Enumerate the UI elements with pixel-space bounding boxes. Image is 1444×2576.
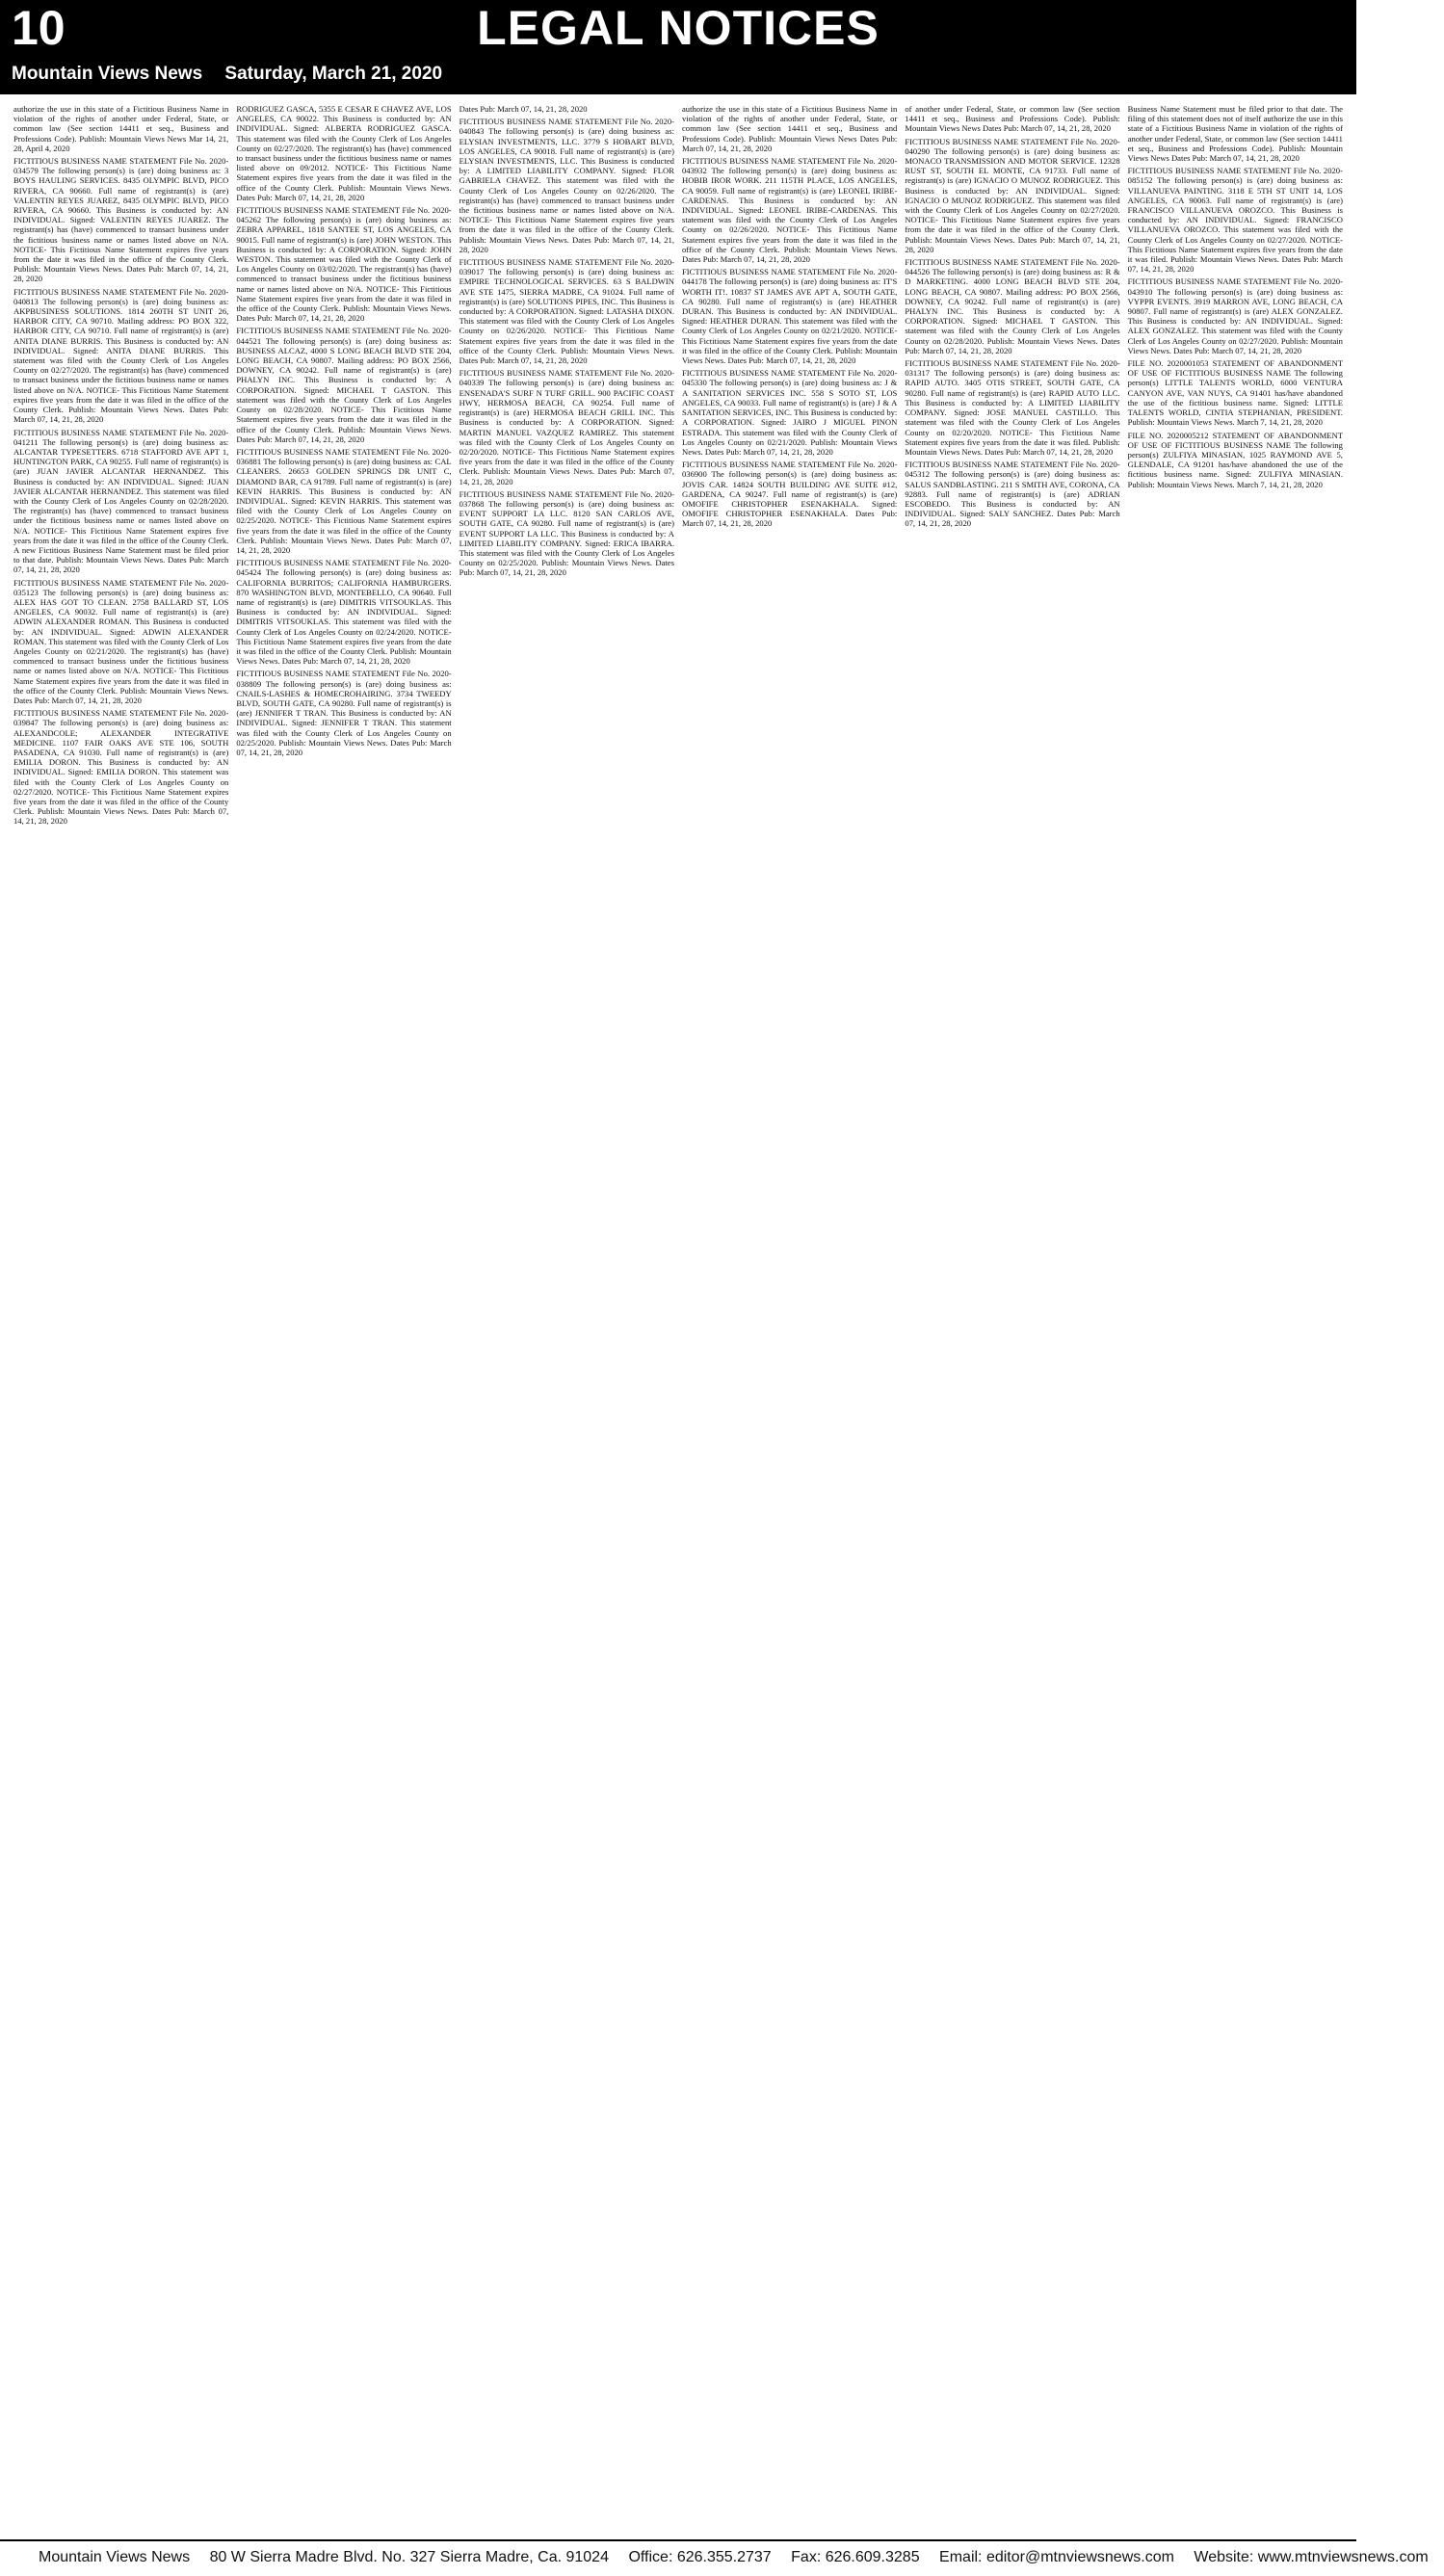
publication-name: Mountain Views News [12, 64, 203, 84]
notice-paragraph: FICTITIOUS BUSINESS NAME STATEMENT File No. 2020-036881 The following person(s) is (are) doing business as: CAL CLEANERS. 26653 GOLDEN SPRINGS DR UNIT C, DIAMOND BAR, CA 91789. Full name of registrant(s) is (are) KEVIN HARRIS. This Business is conducted by: AN INDIVIDUAL. Signed: KEVIN HARRIS. This statement was filed with the County Clerk of Los Angeles County on 02/25/2020. NOTICE- This Fictitious Name Statement expires five years from the date it was filed in the office of the County Clerk. Publish: Mountain Views News. Dates Pub: March 07, 14, 21, 28, 2020 [236, 446, 452, 555]
notice-columns [13, 104, 1343, 2530]
notice-paragraph: FICTITIOUS BUSINESS NAME STATEMENT File No. 2020-045262 The following person(s) is (are) doing business as: ZEBRA APPAREL, 1818 SANTEE ST, LOS ANGELES, CA 90015. Full name of registrant(s) is (are) JOHN WESTON. This Business is conducted by: A CORPORATION. Signed: JOHN WESTON. This statement was filed with the County Clerk of Los Angeles County on 03/02/2020. The registrant(s) has (have) commenced to transact business under the fictitious business name or names listed above on N/A. NOTICE- This Fictitious Name Statement expires five years from the date it was filed in the office of the County Clerk. Publish: Mountain Views News. Dates Pub: March 07, 14, 21, 28, 2020 [236, 205, 452, 324]
notice-paragraph: Business Name Statement must be filed prior to that date. The filing of this statement does not of itself authorize the use in this state of a Fictitious Business Name in violation of the rights of another under Federal, State, or common law (See section 14411 et seq., Business and Professions Code). Publish: Mountain Views News Dates Pub: March 07, 14, 21, 28, 2020 [1127, 104, 1343, 164]
footer-publication: Mountain Views News [39, 2549, 191, 2565]
notice-paragraph: FICTITIOUS BUSINESS NAME STATEMENT File No. 2020-043932 The following person(s) is (are) doing business as: HOBIB IROR WORK. 211 115TH PLACE, LOS ANGELES, CA 90059. Full name of registrant(s) is (are) LEONEL IRIBE-CARDENAS. This Business is conducted by: AN INDIVIDUAL. Signed: LEONEL IRIBE-CARDENAS. This statement was filed with the County Clerk of Los Angeles County on 02/26/2020. NOTICE- This Fictitious Name Statement expires five years from the date it was filed in the office of the County Clerk. Publish: Mountain Views News. Dates Pub: March 07, 14, 21, 28, 2020 [681, 156, 898, 265]
notice-paragraph: of another under Federal, State, or common law (See section 14411 et seq., Business and Professions Code). Publish: Mountain Views News Dates Pub: March 07, 14, 21, 28, 2020 [905, 104, 1120, 134]
section-title: LEGAL NOTICES [477, 1, 880, 55]
publication-date: Saturday, March 21, 2020 [224, 64, 443, 84]
footer-line [39, 2549, 1444, 2566]
notice-paragraph: FICTITIOUS BUSINESS NAME STATEMENT File No. 2020-040813 The following person(s) is (are) doing business as: AKPBUSINESS SOLUTIONS. 1814 260TH ST UNIT 26, HARBOR CITY, CA 90710. Mailing address: PO BOX 322, HARBOR CITY, CA 90710. Full name of registrant(s) is (are) ANITA DIANE BURRIS. This Business is conducted by: AN INDIVIDUAL. Signed: ANITA DIANE BURRIS. This statement was filed with the County Clerk of Los Angeles County on 02/27/2020. The registrant(s) has (have) commenced to transact business under the fictitious business name or names listed above on N/A. NOTICE- This Fictitious Name Statement expires five years from the date it was filed in the office of the County Clerk. Publish: Mountain Views News. Dates Pub: March 07, 14, 21, 28, 2020 [13, 286, 229, 425]
notice-column-4 [682, 104, 897, 2530]
notice-paragraph: FICTITIOUS BUSINESS NAME STATEMENT File No. 2020-044178 The following person(s) is (are) doing business as: IT'S WORTH IT!. 10837 ST JAMES AVE APT A, SOUTH GATE, CA 90280. Full name of registrant(s) is (are) HEATHER DURAN. This Business is conducted by: AN INDIVIDUAL. Signed: HEATHER DURAN. This statement was filed with the County Clerk of Los Angeles County on 02/21/2020. NOTICE- This Fictitious Name Statement expires five years from the date it was filed in the office of the County Clerk. Publish: Mountain Views News. Dates Pub: March 07, 14, 21, 28, 2020 [681, 267, 898, 366]
notice-paragraph: FICTITIOUS BUSINESS NAME STATEMENT File No. 2020-045312 The following person(s) is (are) doing business as: SALUS SANDBLASTING. 211 S SMITH AVE, CORONA, CA 92883. Full name of registrant(s) is (are) ADRIAN ESCOBEDO. This Business is conducted by: AN INDIVIDUAL. Signed: SALY SANCHEZ. Dates Pub: March 07, 14, 21, 28, 2020 [905, 460, 1120, 529]
notice-paragraph: FICTITIOUS BUSINESS NAME STATEMENT File No. 2020-045330 The following person(s) is (are) doing business as: J & A SANITATION SERVICES INC. 558 S SOTO ST, LOS ANGELES, CA 90033. Full name of registrant(s) is (are) J & A SANITATION SERVICES, INC. This Business is conducted by: A CORPORATION. Signed: JAIRO J MIGUEL PINON ESTRADA. This statement was filed with the County Clerk of Los Angeles County on 02/21/2020. Publish: Mountain Views News. Dates Pub: March 07, 14, 21, 28, 2020 [681, 368, 898, 457]
notice-paragraph: FICTITIOUS BUSINESS NAME STATEMENT File No. 2020-037868 The following person(s) is (are) doing business as: EVENT SUPPORT LA LLC. 8120 SAN CARLOS AVE, SOUTH GATE, CA 90280. Full name of registrant(s) is (are) EVENT SUPPORT LA LLC. This Business is conducted by: A LIMITED LIABILITY COMPANY. Signed: ERICA IBARRA. This statement was filed with the County Clerk of Los Angeles County on 02/25/2020. Publish: Mountain Views News. Dates Pub: March 07, 14, 21, 28, 2020 [459, 488, 674, 578]
notice-paragraph: RODRIGUEZ GASCA, 5355 E CESAR E CHAVEZ AVE, LOS ANGELES, CA 90022. This Business is conducted by: AN INDIVIDUAL. Signed: ALBERTA RODRIGUEZ GASCA. This statement was filed with the County Clerk of Los Angeles County on 02/27/2020. The registrant(s) has (have) commenced to transact business under the fictitious business name or names listed above on 09/2012. NOTICE- This Fictitious Name Statement expires five years from the date it was filed in the office of the County Clerk. Publish: Mountain Views News. Dates Pub: March 07, 14, 21, 28, 2020 [236, 104, 452, 202]
notice-paragraph: FILE NO. 2020005212 STATEMENT OF ABANDONMENT OF USE OF FICTITIOUS BUSINESS NAME The following person(s) ZULFIYA MINASIAN, 1025 RAYMOND AVE 5, GLENDALE, CA 91201 has/have abandoned the use of the fictitious business name. Signed: ZULFIYA MINASIAN. Publish: Mountain Views News. March 7, 14, 21, 28, 2020 [1127, 430, 1343, 489]
notice-paragraph: FILE NO. 2020001053 STATEMENT OF ABANDONMENT OF USE OF FICTITIOUS BUSINESS NAME The following person(s) LITTLE TALENTS WORLD, 6000 VENTURA CANYON AVE, VAN NUYS, CA 91401 has/have abandoned the use of the fictitious business name. Signed: LITTLE TALENTS WORLD, CINTIA STEPHANIAN, PRESIDENT. Publish: Mountain Views News. March 7, 14, 21, 28, 2020 [1127, 358, 1343, 428]
notice-column-3 [459, 104, 674, 2530]
notice-paragraph: FICTITIOUS BUSINESS NAME STATEMENT File No. 2020-031317 The following person(s) is (are) doing business as: RAPID AUTO. 3405 OTIS STREET, SOUTH GATE, CA 90280. Full name of registrant(s) is (are) RAPID AUTO LLC. This Business is conducted by: A LIMITED LIABILITY COMPANY. Signed: JOSE MANUEL CASTILLO. This statement was filed with the County Clerk of Los Angeles County on 02/20/2020. NOTICE- This Fictitious Name Statement expires five years from the date it was filed. Publish: Mountain Views News. Dates Pub: March 07, 14, 21, 28, 2020 [905, 358, 1120, 457]
notice-column-1 [13, 104, 228, 2530]
footer-office: Office: 626.355.2737 [628, 2549, 772, 2565]
footer-fax: Fax: 626.609.3285 [791, 2549, 920, 2565]
page-number: 10 [12, 1, 66, 55]
notice-paragraph: FICTITIOUS BUSINESS NAME STATEMENT File No. 2020-045424 The following person(s) is (are) doing business as: CALIFORNIA BURRITOS; CALIFORNIA HAMBURGERS. 870 WASHINGTON BLVD, MONTEBELLO, CA 90640. Full name of registrant(s) is (are) DIMITRIS VITSOUKLAS. This Business is conducted by: AN INDIVIDUAL. Signed: DIMITRIS VITSOUKLAS. This statement was filed with the County Clerk of Los Angeles County on 02/24/2020. NOTICE- This Fictitious Name Statement expires five years from the date it was filed in the office of the County Clerk. Publish: Mountain Views News. Dates Pub: March 07, 14, 21, 28, 2020 [236, 558, 452, 667]
notice-paragraph: FICTITIOUS BUSINESS NAME STATEMENT File No. 2020-040290 The following person(s) is (are) doing business as: MONACO TRANSMISSION AND MOTOR SERVICE. 12328 RUST ST, SOUTH EL MONTE, CA 91733. Full name of registrant(s) is (are) IGNACIO O MUNOZ RODRIGUEZ. This Business is conducted by: AN INDIVIDUAL. Signed: IGNACIO O MUNOZ RODRIGUEZ. This statement was filed with the County Clerk of Los Angeles County on 02/27/2020. NOTICE- This Fictitious Name Statement expires five years from the date it was filed in the office of the County Clerk. Publish: Mountain Views News. Dates Pub: March 07, 14, 21, 28, 2020 [905, 136, 1120, 254]
notice-column-5 [905, 104, 1119, 2530]
publication-line [12, 64, 459, 85]
notice-paragraph: FICTITIOUS BUSINESS NAME STATEMENT File No. 2020-040339 The following person(s) is (are) doing business as: ENSENADA'S SURF N TURF GRILL. 900 PACIFIC COAST HWY, HERMOSA BEACH, CA 90254. Full name of registrant(s) is (are) HERMOSA BEACH GRILL INC. This Business is conducted by: A CORPORATION. Signed: MARTIN MANUEL VAZQUEZ RAMIREZ. This statement was filed with the County Clerk of Los Angeles County on 02/20/2020. NOTICE- This Fictitious Name Statement expires five years from the date it was filed in the office of the County Clerk. Publish: Mountain Views News. Dates Pub: March 07, 14, 21, 28, 2020 [459, 368, 674, 486]
notice-paragraph: FICTITIOUS BUSINESS NAME STATEMENT File No. 2020-041211 The following person(s) is (are) doing business as: ALCANTAR TYPESETTERS. 6718 STAFFORD AVE APT 1, HUNTINGTON PARK, CA 90255. Full name of registrant(s) is (are) JUAN JAVIER ALCANTAR HERNANDEZ. This Business is conducted by: AN INDIVIDUAL. Signed: JUAN JAVIER ALCANTAR HERNANDEZ. This statement was filed with the County Clerk of Los Angeles County on 02/28/2020. The registrant(s) has (have) commenced to transact business under the fictitious business name or names listed above on N/A. NOTICE- This Fictitious Name Statement expires five years from the date it was filed in the office of the County Clerk. A new Fictitious Business Name Statement must be filed prior to that date. Publish: Mountain Views News. Dates Pub: March 07, 14, 21, 28, 2020 [13, 427, 229, 575]
footer-address: 80 W Sierra Madre Blvd. No. 327 Sierra Madre, Ca. 91024 [209, 2549, 609, 2565]
notice-paragraph: FICTITIOUS BUSINESS NAME STATEMENT File No. 2020-039847 The following person(s) is (are) doing business as: ALEXANDCOLE; ALEXANDER INTEGRATIVE MEDICINE. 1107 FAIR OAKS AVE STE 106, SOUTH PASADENA, CA 91030. Full name of registrant(s) is (are) EMILIA DORON. This Business is conducted by: AN INDIVIDUAL. Signed: EMILIA DORON. This statement was filed with the County Clerk of Los Angeles County on 02/27/2020. NOTICE- This Fictitious Name Statement expires five years from the date it was filed in the office of the County Clerk. Publish: Mountain Views News. Dates Pub: March 07, 14, 21, 28, 2020 [13, 708, 229, 827]
notice-paragraph: authorize the use in this state of a Fictitious Business Name in violation of the rights of another under Federal, State, or common law (See section 14411 et seq., Business and Professions Code). Publish: Mountain Views News Dates Pub: March 07, 14, 21, 28, 2020 [681, 104, 898, 153]
notice-paragraph: FICTITIOUS BUSINESS NAME STATEMENT File No. 2020-043910 The following person(s) is (are) doing business as: VYPPR EVENTS. 3919 MARRON AVE, LONG BEACH, CA 90807. Full name of registrant(s) is (are) ALEX GONZALEZ. This Business is conducted by: AN INDIVIDUAL. Signed: ALEX GONZALEZ. This statement was filed with the County Clerk of Los Angeles County on 02/27/2020. Publish: Mountain Views News. Dates Pub: March 07, 14, 21, 28, 2020 [1127, 276, 1343, 355]
notice-paragraph: FICTITIOUS BUSINESS NAME STATEMENT File No. 2020-085152 The following person(s) is (are) doing business as: VILLANUEVA PAINTING. 3118 E 5TH ST UNIT 14, LOS ANGELES, CA 90063. Full name of registrant(s) is (are) FRANCISCO VILLANUEVA OROZCO. This Business is conducted by: AN INDIVIDUAL. Signed: FRANCISCO VILLANUEVA OROZCO. This statement was filed with the County Clerk of Los Angeles County on 02/27/2020. NOTICE- This Fictitious Name Statement expires five years from the date it was filed. Publish: Mountain Views News. Dates Pub: March 07, 14, 21, 28, 2020 [1127, 166, 1343, 275]
notice-paragraph: FICTITIOUS BUSINESS NAME STATEMENT File No. 2020-040843 The following person(s) is (are) doing business as: ELYSIAN INVESTMENTS, LLC. 3779 S HOBART BLVD, LOS ANGELES, CA 90018. Full name of registrant(s) is (are) ELYSIAN INVESTMENTS, LLC. This Business is conducted by: A LIMITED LIABILITY COMPANY. Signed: FLOR GABRIELA CHAVEZ. This statement was filed with the County Clerk of Los Angeles County on 02/26/2020. The registrant(s) has (have) commenced to transact business under the fictitious business name or names listed above on N/A. NOTICE- This Fictitious Name Statement expires five years from the date it was filed in the office of the County Clerk. Publish: Mountain Views News. Dates Pub: March 07, 14, 21, 28, 2020 [459, 117, 674, 254]
notice-paragraph: FICTITIOUS BUSINESS NAME STATEMENT File No. 2020-035123 The following person(s) is (are) doing business as: ALEX HAS GOT TO CLEAN. 2758 BALLARD ST, LOS ANGELES, CA 90032. Full name of registrant(s) is (are) ADWIN ALEXANDER ROMAN. This Business is conducted by: AN INDIVIDUAL. Signed: ADWIN ALEXANDER ROMAN. This statement was filed with the County Clerk of Los Angeles County on 02/21/2020. The registrant(s) has (have) commenced to transact business under the fictitious business name or names listed above on N/A. NOTICE- This Fictitious Name Statement expires five years from the date it was filed in the office of the County Clerk. Publish: Mountain Views News. Dates Pub: March 07, 14, 21, 28, 2020 [13, 577, 229, 705]
notice-paragraph: FICTITIOUS BUSINESS NAME STATEMENT File No. 2020-039017 The following person(s) is (are) doing business as: EMPIRE TECHNOLOGICAL SERVICES. 63 S BALDWIN AVE STE 1475, SIERRA MADRE, CA 91024. Full name of registrant(s) is (are) SOLUTIONS PIPES, INC. This Business is conducted by: A CORPORATION. Signed: LATASHA DIXON. This statement was filed with the County Clerk of Los Angeles County on 02/26/2020. NOTICE- This Fictitious Name Statement expires five years from the date it was filed in the office of the County Clerk. Publish: Mountain Views News. Dates Pub: March 07, 14, 21, 28, 2020 [459, 257, 674, 366]
notice-paragraph: FICTITIOUS BUSINESS NAME STATEMENT File No. 2020-034579 The following person(s) is (are) doing business as: 3 BOYS HAULING SERVICES. 8435 OLYMPIC BLVD, PICO RIVERA, CA 90660. Full name of registrant(s) is (are) VALENTIN REYES JUAREZ, 8435 OLYMPIC BLVD, PICO RIVERA, CA 90660. This Business is conducted by: AN INDIVIDUAL. Signed: VALENTIN REYES JUAREZ. The registrant(s) has (have) commenced to transact business under the fictitious business name or names listed above on N/A. NOTICE- This Fictitious Name Statement expires five years from the date it was filed in the office of the County Clerk. Publish: Mountain Views News. Dates Pub: March 07, 14, 21, 28, 2020 [13, 156, 229, 284]
notice-paragraph: authorize the use in this state of a Fictitious Business Name in violation of the rights of another under Federal, State, or common law (See section 14411 et seq., Business and Professions Code). Publish: Mountain Views News Mar 14, 21, 28, April 4, 2020 [13, 104, 229, 153]
notice-paragraph: FICTITIOUS BUSINESS NAME STATEMENT File No. 2020-044521 The following person(s) is (are) doing business as: BUSINESS ALCAZ, 4000 S LONG BEACH BLVD STE 204, LONG BEACH, CA 90807. Mailing address: PO BOX 2566, DOWNEY, CA 90242. Full name of registrant(s) is (are) PHALYN INC. This Business is conducted by: A CORPORATION. Signed: MICHAEL T GASTON. This statement was filed with the County Clerk of Los Angeles County on 02/28/2020. NOTICE- This Fictitious Name Statement expires five years from the date it was filed in the office of the County Clerk. Publish: Mountain Views News. Dates Pub: March 07, 14, 21, 28, 2020 [236, 326, 452, 444]
footer-website[interactable]: Website: www.mtnviewsnews.com [1194, 2549, 1429, 2565]
notice-column-2 [236, 104, 451, 2530]
masthead-bar [0, 0, 1356, 56]
notice-paragraph: FICTITIOUS BUSINESS NAME STATEMENT File No. 2020-036900 The following person(s) is (are) doing business as: JOVIS CAR. 14824 SOUTH BUILDING AVE SUITE #12, GARDENA, CA 90247. Full name of registrant(s) is (are) OMOFIFE CHRISTOPHER ESENAKHALA. Signed: OMOFIFE CHRISTOPHER ESENAKHALA. Dates Pub: March 07, 14, 21, 28, 2020 [681, 460, 898, 529]
notice-column-6 [1128, 104, 1343, 2530]
footer-email[interactable]: Email: editor@mtnviewsnews.com [939, 2549, 1174, 2565]
publication-bar [0, 56, 1356, 94]
notice-paragraph: FICTITIOUS BUSINESS NAME STATEMENT File No. 2020-044526 The following person(s) is (are) doing business as: R & D MARKETING. 4000 LONG BEACH BLVD STE 204, LONG BEACH, CA 90807. Mailing address: PO BOX 2566, DOWNEY, CA 90242. Full name of registrant(s) is (are) PHALYN INC. This Business is conducted by: A CORPORATION. Signed: MICHAEL T GASTON. This statement was filed with the County Clerk of Los Angeles County on 02/28/2020. Publish: Mountain Views News. Dates Pub: March 07, 14, 21, 28, 2020 [905, 257, 1120, 355]
page-footer [0, 2539, 1429, 2576]
notice-paragraph: FICTITIOUS BUSINESS NAME STATEMENT File No. 2020-038809 The following person(s) is (are) doing business as: CNAILS-LASHES & HOMECROHAIRING. 3734 TWEEDY BLVD, SOUTH GATE, CA 90280. Full name of registrant(s) is (are) JENNIFER T TRAN. This Business is conducted by: AN INDIVIDUAL. Signed: JENNIFER T TRAN. This statement was filed with the County Clerk of Los Angeles County on 02/25/2020. Publish: Mountain Views News. Dates Pub: March 07, 14, 21, 28, 2020 [236, 669, 452, 757]
notice-paragraph: Dates Pub: March 07, 14, 21, 28, 2020 [459, 104, 588, 114]
